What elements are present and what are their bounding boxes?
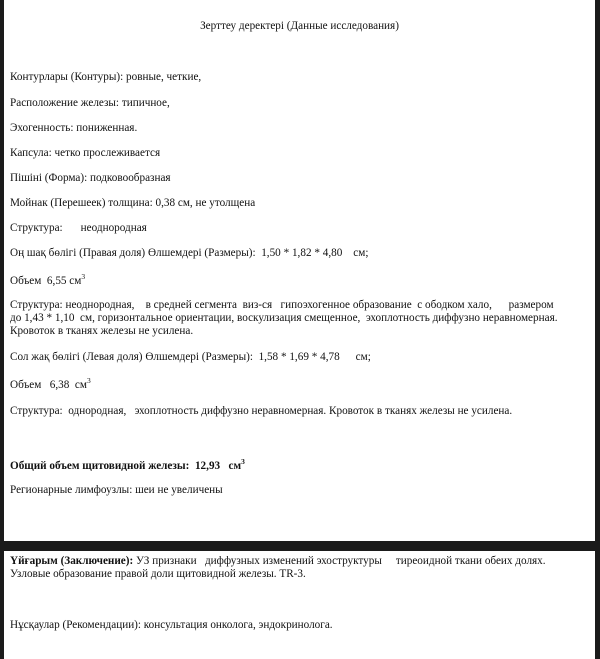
left-lobe-structure: Структура: однородная, эхоплотность диффузно неравномерная. Кровоток в тканях железы не усилена. bbox=[10, 405, 513, 417]
right-lobe-dimensions bbox=[10, 247, 589, 260]
recommendations-line: Нұсқаулар (Рекомендации): консультация онколога, эндокринолога. bbox=[10, 619, 333, 631]
right-lobe-dimensions-value: 1,50 * 1,82 * 4,80 bbox=[261, 247, 343, 259]
shape-line: Пішіні (Форма): подковообразная bbox=[10, 172, 171, 184]
left-lobe-dimensions bbox=[10, 351, 589, 364]
left-lobe-dimensions-unit: см; bbox=[355, 351, 371, 363]
report-page-conclusion bbox=[4, 551, 595, 659]
right-lobe-structure-3: Кровоток в тканях железы не усилена. bbox=[10, 325, 194, 337]
structure-value: неоднородная bbox=[80, 222, 147, 234]
structure-line bbox=[10, 222, 589, 235]
right-lobe-structure-1: Структура: неоднородная, в средней сегмента виз-ся гипоэхогенное образование с ободком хало, размером bbox=[10, 299, 554, 311]
report-page-findings bbox=[4, 0, 595, 541]
right-lobe-dimensions-label: Оң шақ бөлігі (Правая доля) Өлшемдері (Размеры): bbox=[10, 247, 256, 259]
right-lobe-volume-sup: 3 bbox=[81, 272, 86, 281]
total-volume bbox=[10, 457, 589, 473]
conclusion-text-1: УЗ признаки диффузных изменений эхоструктуры тиреоидной ткани обеих долях. bbox=[136, 555, 546, 567]
left-lobe-volume bbox=[10, 376, 589, 392]
right-lobe-structure-2: до 1,43 * 1,10 см, горизонтальное ориентации, воскулизация смещенное, эхоплотность диффузно неравномерная. bbox=[10, 312, 558, 324]
contours-line: Контурлары (Контуры): ровные, четкие, bbox=[10, 71, 202, 83]
total-volume-sup: 3 bbox=[241, 457, 245, 466]
location-line: Расположение железы: типичное, bbox=[10, 97, 170, 109]
echogenicity-line: Эхогенность: пониженная. bbox=[10, 122, 138, 134]
structure-label: Структура: bbox=[10, 222, 63, 234]
capsule-line: Капсула: четко прослеживается bbox=[10, 147, 161, 159]
total-volume-label: Общий объем щитовидной железы: bbox=[10, 460, 190, 472]
right-lobe-volume bbox=[10, 272, 589, 288]
document-title: Зерттеу деректері (Данные исследования) bbox=[200, 20, 399, 32]
isthmus-line: Мойнак (Перешеек) толщина: 0,38 см, не утолщена bbox=[10, 197, 256, 209]
conclusion-line-1 bbox=[10, 555, 589, 568]
left-lobe-volume-label: Объем bbox=[10, 379, 42, 391]
right-lobe-volume-label: Объем bbox=[10, 275, 42, 287]
right-lobe-dimensions-unit: см; bbox=[353, 247, 369, 259]
conclusion-label: Үйғарым (Заключение): bbox=[10, 555, 134, 567]
total-volume-value: 12,93 см bbox=[194, 460, 242, 472]
left-lobe-dimensions-label: Сол жақ бөлігі (Левая доля) Өлшемдері (Размеры): bbox=[10, 351, 253, 363]
left-lobe-dimensions-value: 1,58 * 1,69 * 4,78 bbox=[258, 351, 340, 363]
left-lobe-volume-sup: 3 bbox=[86, 376, 91, 385]
lymph-nodes-line: Регионарные лимфоузлы: шеи не увеличены bbox=[10, 484, 223, 496]
left-lobe-volume-value: 6,38 см bbox=[49, 379, 87, 391]
conclusion-line-2: Узловые образование правой доли щитовидной железы. TR-3. bbox=[10, 568, 306, 580]
right-lobe-volume-value: 6,55 см bbox=[46, 275, 82, 287]
